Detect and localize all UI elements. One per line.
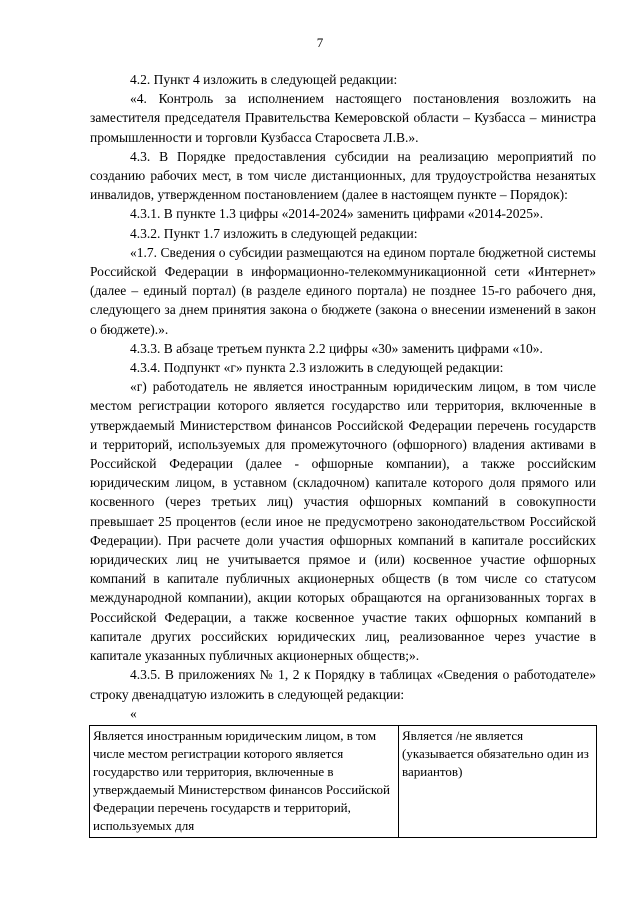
paragraph-subitem-g: «г) работодатель не является иностранным юридическим лицом, в том числе местом регистрации которого является государство или территория, включенные в утверждаемый Министерством финансов Российской Федерации перечень государств и территорий, используемых для промежуточного (офшорного) владения активами в Российской Федерации (далее - офшорные компании), а также российским юридическим лицом, в уставном (складочном) капитале которого доля прямого или косвенного (через третьих лиц) участия офшорных компаний в совокупности превышает 25 процентов (если иное не предусмотрено законодательством Российской Федерации). При расчете доли участия офшорных компаний в капитале российских юридических лиц не учитывается прямое и (или) косвенное участие офшорных компаний в капитале публичных акционерных обществ (в том числе со статусом международной компании), акции которых обращаются на организованных торгах в Российской Федерации, а также косвенное участие таких офшорных компаний в капитале других российских юридических лиц, реализованное через участие в капитале указанных публичных акционерных обществ;».	[90, 379, 596, 664]
table-row	[90, 725, 597, 837]
paragraph-1-7-text: «1.7. Сведения о субсидии размещаются на едином портале бюджетной системы Российской Федерации в информационно-телекоммуникационной сети «Интернет» (далее – единый портал) (в разделе единого портала) не позднее 15-го рабочего дня, следующего за днем принятия закона о бюджете (закона о внесении изменений в закон о бюджете).».	[90, 244, 596, 337]
paragraph-4-2-text: «4. Контроль за исполнением настоящего постановления возложить на заместителя председателя Правительства Кемеровской области – Кузбасса – министра промышленности и торговли Кузбасса Старосвета Л.В.».	[90, 91, 596, 145]
document-body	[90, 70, 596, 838]
employer-info-table	[89, 725, 597, 838]
page-number: 7	[316, 35, 324, 50]
paragraph-4-3-3: 4.3.3. В абзаце третьем пункта 2.2 цифры «30» заменить цифрами «10».	[130, 340, 543, 356]
paragraph-4-3-4: 4.3.4. Подпункт «г» пункта 2.3 изложить в следующей редакции:	[130, 360, 504, 376]
paragraph-4-3-1: 4.3.1. В пункте 1.3 цифры «2014-2024» заменить цифрами «2014-2025».	[130, 206, 544, 222]
table-cell-value: Является /не является (указывается обязательно один из вариантов)	[399, 725, 597, 837]
paragraph-4-3-2: 4.3.2. Пункт 1.7 изложить в следующей редакции:	[130, 225, 418, 241]
quote-open-mark: «	[130, 705, 137, 721]
paragraph-4-2: 4.2. Пункт 4 изложить в следующей редакции:	[130, 72, 398, 87]
table-cell-criterion: Является иностранным юридическим лицом, в том числе местом регистрации которого является государство или территория, включенные в утверждаемый Министерством финансов Российской Федерации перечень государств и территорий, используемых для	[90, 725, 399, 837]
paragraph-4-3: 4.3. В Порядке предоставления субсидии на реализацию мероприятий по созданию рабочих мест, в том числе дистанционных, для трудоустройства незанятых инвалидов, утвержденном постановлением (далее в настоящем пункте – Порядок):	[90, 148, 596, 203]
paragraph-4-3-5: 4.3.5. В приложениях № 1, 2 к Порядку в таблицах «Сведения о работодателе» строку двенадцатую изложить в следующей редакции:	[90, 667, 596, 702]
